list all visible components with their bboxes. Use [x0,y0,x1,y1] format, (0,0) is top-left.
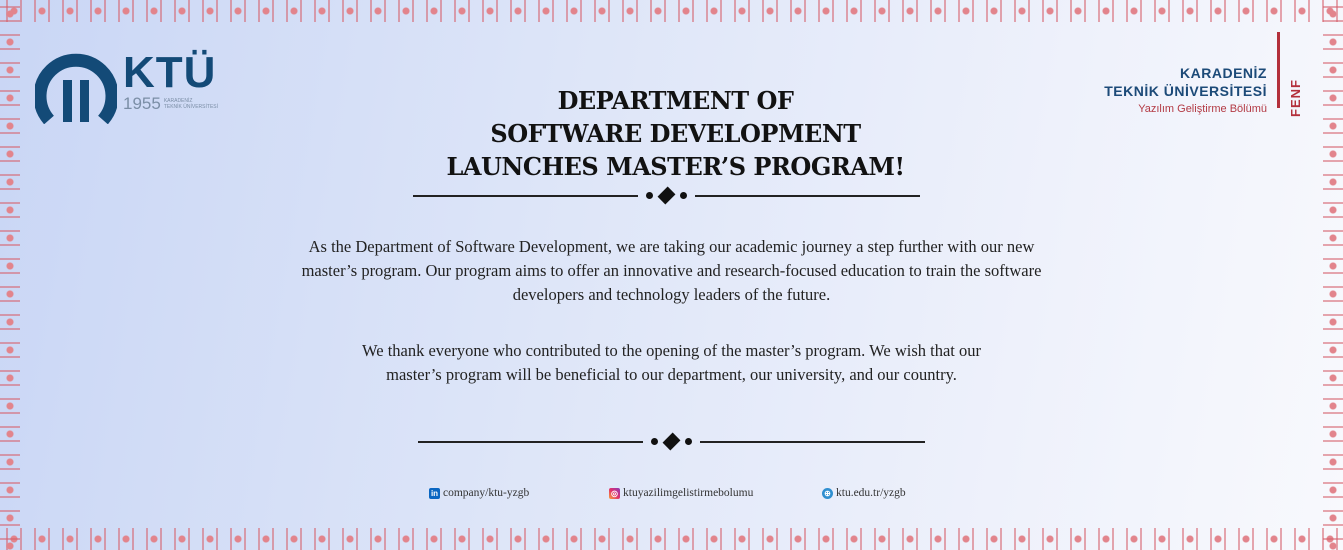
website-text: ktu.edu.tr/yzgb [836,487,906,499]
floral-border-bottom [0,528,1343,550]
paragraph-intro [0,235,1343,307]
paragraph-line: As the Department of Software Development, we are taking our academic journey a step further with our new [308,237,1035,256]
paragraph-thanks [0,339,1343,387]
website-link[interactable] [822,487,906,499]
linkedin-text: company/ktu-yzgb [443,487,530,499]
instagram-text: ktuyazilimgelistirmebolumu [623,487,754,499]
globe-icon: ⊕ [822,488,833,499]
ktu-name-1: KARADENİZ [163,98,193,104]
headline [8,84,1343,183]
floral-border-top [0,0,1343,22]
footer-links [429,487,906,499]
ornament-divider-bottom [0,436,1343,447]
paragraph-line: developers and technology leaders of the future. [512,285,831,304]
ktu-year: 1955 [123,94,161,113]
ktu-name-2: TEKNİK ÜNİVERSİTESİ [163,104,219,110]
linkedin-icon: in [430,488,439,498]
dept-logo-line3: Yazılım Geliştirme Bölümü [1138,103,1267,115]
instagram-icon: ◎ [609,488,620,499]
dept-logo-line2: TEKNİK ÜNİVERSİTESİ [1104,83,1267,99]
paragraph-line: master’s program will be beneficial to our department, our university, and our country. [386,365,957,384]
dept-logo-line1: KARADENİZ [1180,65,1267,81]
headline-line2: SOFTWARE DEVELOPMENT [490,119,861,148]
ornament-divider-top [0,190,1343,201]
ktu-wordmark: KTÜ [123,48,217,97]
paragraph-line: We thank everyone who contributed to the opening of the master’s program. We wish that our [362,341,981,360]
paragraph-line: master’s program. Our program aims to offer an innovative and research-focused education to train the software [301,261,1042,280]
linkedin-link[interactable] [429,487,609,499]
instagram-link[interactable] [609,487,822,499]
headline-line1: DEPARTMENT OF [557,86,794,115]
fenf-label: FENF [1288,79,1303,117]
headline-line3: LAUNCHES MASTER’S PROGRAM! [446,152,905,181]
